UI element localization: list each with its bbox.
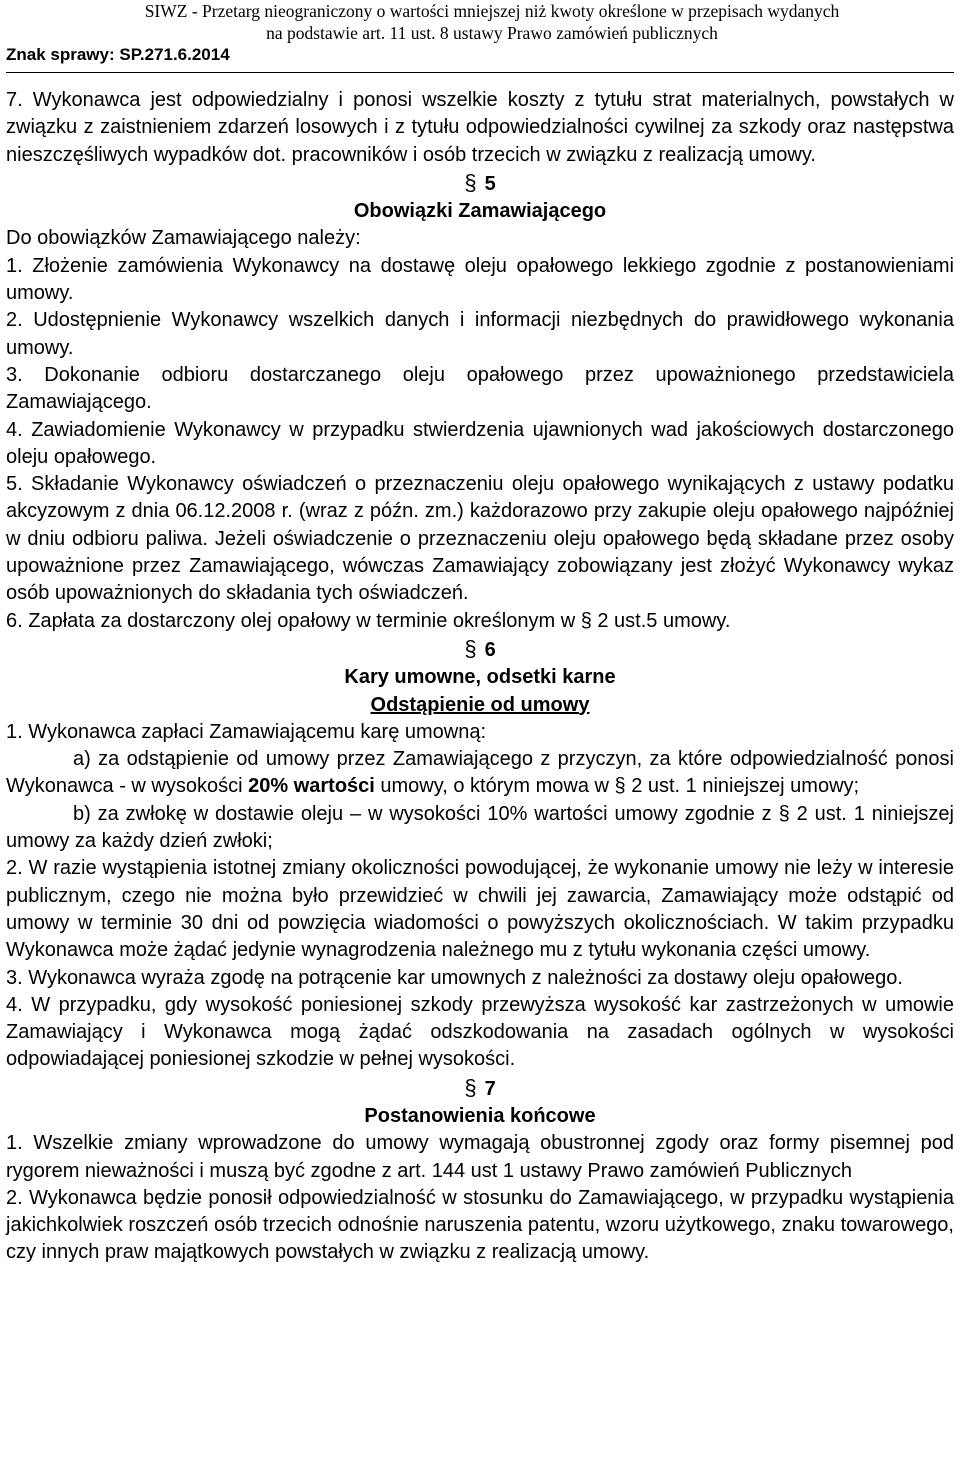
penalty-rate: 20% wartości xyxy=(248,775,375,798)
subitem-text: a) za odstąpienie od umowy przez Zamawiającego z przyczyn, za które odpowiedzialność ponosi Wykonawca - w wysokości xyxy=(6,748,954,798)
list-item: 5. Składanie Wykonawcy oświadczeń o przeznaczeniu oleju opałowego wynikających z ustawy podatku akcyzowym z dnia 06.12.2008 r. (wraz z późn. zm.) każdorazowo przy zakupie oleju opałowego najpóźniej w dniu odbioru paliwa. Jeżeli oświadczenie o przeznaczeniu oleju opałowego będą składane przez osoby upoważnione przez Zamawiającego, wówczas Zamawiający zobowiązany jest złożyć Wykonawcy wykaz osób upoważnionych do składania tych oświadczeń. xyxy=(6,473,954,605)
section-heading-7 xyxy=(6,1074,954,1103)
section-heading-5 xyxy=(6,169,954,198)
list-item: 2. W razie wystąpienia istotnej zmiany okoliczności powodującej, że wykonanie umowy nie leży w interesie publicznym, czego nie można było przewidzieć w chwili jej zawarcia, Zamawiający może odstąpić od umowy w terminie 30 dni od powzięcia wiadomości o powyższych okolicznościach. W takim przypadku Wykonawca może żądać jedynie wynagrodzenia należnego mu z tytułu wykonania części umowy. xyxy=(6,857,954,962)
section-subtitle: Odstąpienie od umowy xyxy=(370,693,590,716)
case-reference: Znak sprawy: SP.271.6.2014 xyxy=(6,44,954,73)
list-subitem-b: b) za zwłokę w dostawie oleju – w wysokości 10% wartości umowy zgodnie z § 2 ust. 1 niniejszej umowy za każdy dzień zwłoki; xyxy=(6,802,954,853)
section-title: Obowiązki Zamawiającego xyxy=(353,200,607,223)
document-header xyxy=(6,0,954,44)
section-number: 5 xyxy=(484,172,496,195)
section-sign: § xyxy=(464,1074,477,1100)
list-item: 4. Zawiadomienie Wykonawcy w przypadku stwierdzenia ujawnionych wad jakościowych dostarczonego oleju opałowego. xyxy=(6,418,954,468)
section-title: Kary umowne, odsetki karne xyxy=(344,666,616,689)
list-item: 2. Udostępnienie Wykonawcy wszelkich danych i informacji niezbędnych do prawidłowego wykonania umowy. xyxy=(6,309,954,359)
section-number: 7 xyxy=(484,1077,496,1100)
subitem-text: umowy, o którym mowa w § 2 ust. 1 niniejszej umowy; xyxy=(374,775,860,798)
document-body xyxy=(6,87,954,1267)
section-sign: § xyxy=(464,169,477,195)
list-item: 6. Zapłata za dostarczony olej opałowy w terminie określonym w § 2 ust.5 umowy. xyxy=(6,609,731,632)
section-heading-6 xyxy=(6,635,954,664)
list-item: 3. Wykonawca wyraża zgodę na potrącenie kar umownych z należności za dostawy oleju opałowego. xyxy=(6,966,903,989)
list-item: 4. W przypadku, gdy wysokość poniesionej szkody przewyższa wysokość kar zastrzeżonych w umowie Zamawiający i Wykonawca mogą żądać odszkodowania na zasadach ogólnych w wysokości odpowiadającej poniesionej szkodzie w pełnej wysokości. xyxy=(6,993,954,1071)
header-line-1: SIWZ - Przetarg nieograniczony o wartości mniejszej niż kwoty określone w przepisach wydanych xyxy=(144,1,840,21)
list-item: 2. Wykonawca będzie ponosił odpowiedzialność w stosunku do Zamawiającego, w przypadku wystąpienia jakichkolwiek roszczeń osób trzecich odnośnie naruszenia patentu, wzoru użytkowego, znaku towarowego, czy innych praw majątkowych powstałych w związku z realizacją umowy. xyxy=(6,1186,954,1264)
paragraph-liability: 7. Wykonawca jest odpowiedzialny i ponosi wszelkie koszty z tytułu strat materialnych, powstałych w związku z zaistnieniem zdarzeń losowych i z tytułu odpowiedzialności cywilnej za szkody oraz następstwa nieszczęśliwych wypadków dot. pracowników i osób trzecich w związku z realizacją umowy. xyxy=(6,89,954,166)
section-number: 6 xyxy=(484,638,496,661)
list-item: 1. Złożenie zamówienia Wykonawcy na dostawę oleju opałowego lekkiego zgodnie z postanowieniami umowy. xyxy=(6,254,954,305)
list-subitem-a xyxy=(6,746,954,801)
list-item: 1. Wykonawca zapłaci Zamawiającemu karę umowną: xyxy=(6,720,487,743)
list-item: 1. Wszelkie zmiany wprowadzone do umowy wymagają obustronnej zgody oraz formy pisemnej pod rygorem nieważności i muszą być zgodne z art. 144 ust 1 ustawy Prawo zamówień Publicznych xyxy=(6,1132,954,1182)
header-line-2: na podstawie art. 11 ust. 8 ustawy Prawo zamówień publicznych xyxy=(266,23,718,43)
section-title: Postanowienia końcowe xyxy=(364,1104,596,1127)
section-intro: Do obowiązków Zamawiającego należy: xyxy=(6,227,361,250)
section-sign: § xyxy=(464,635,477,661)
list-item: 3. Dokonanie odbioru dostarczanego oleju opałowego przez upoważnionego przedstawiciela Zamawiającego. xyxy=(6,363,954,414)
